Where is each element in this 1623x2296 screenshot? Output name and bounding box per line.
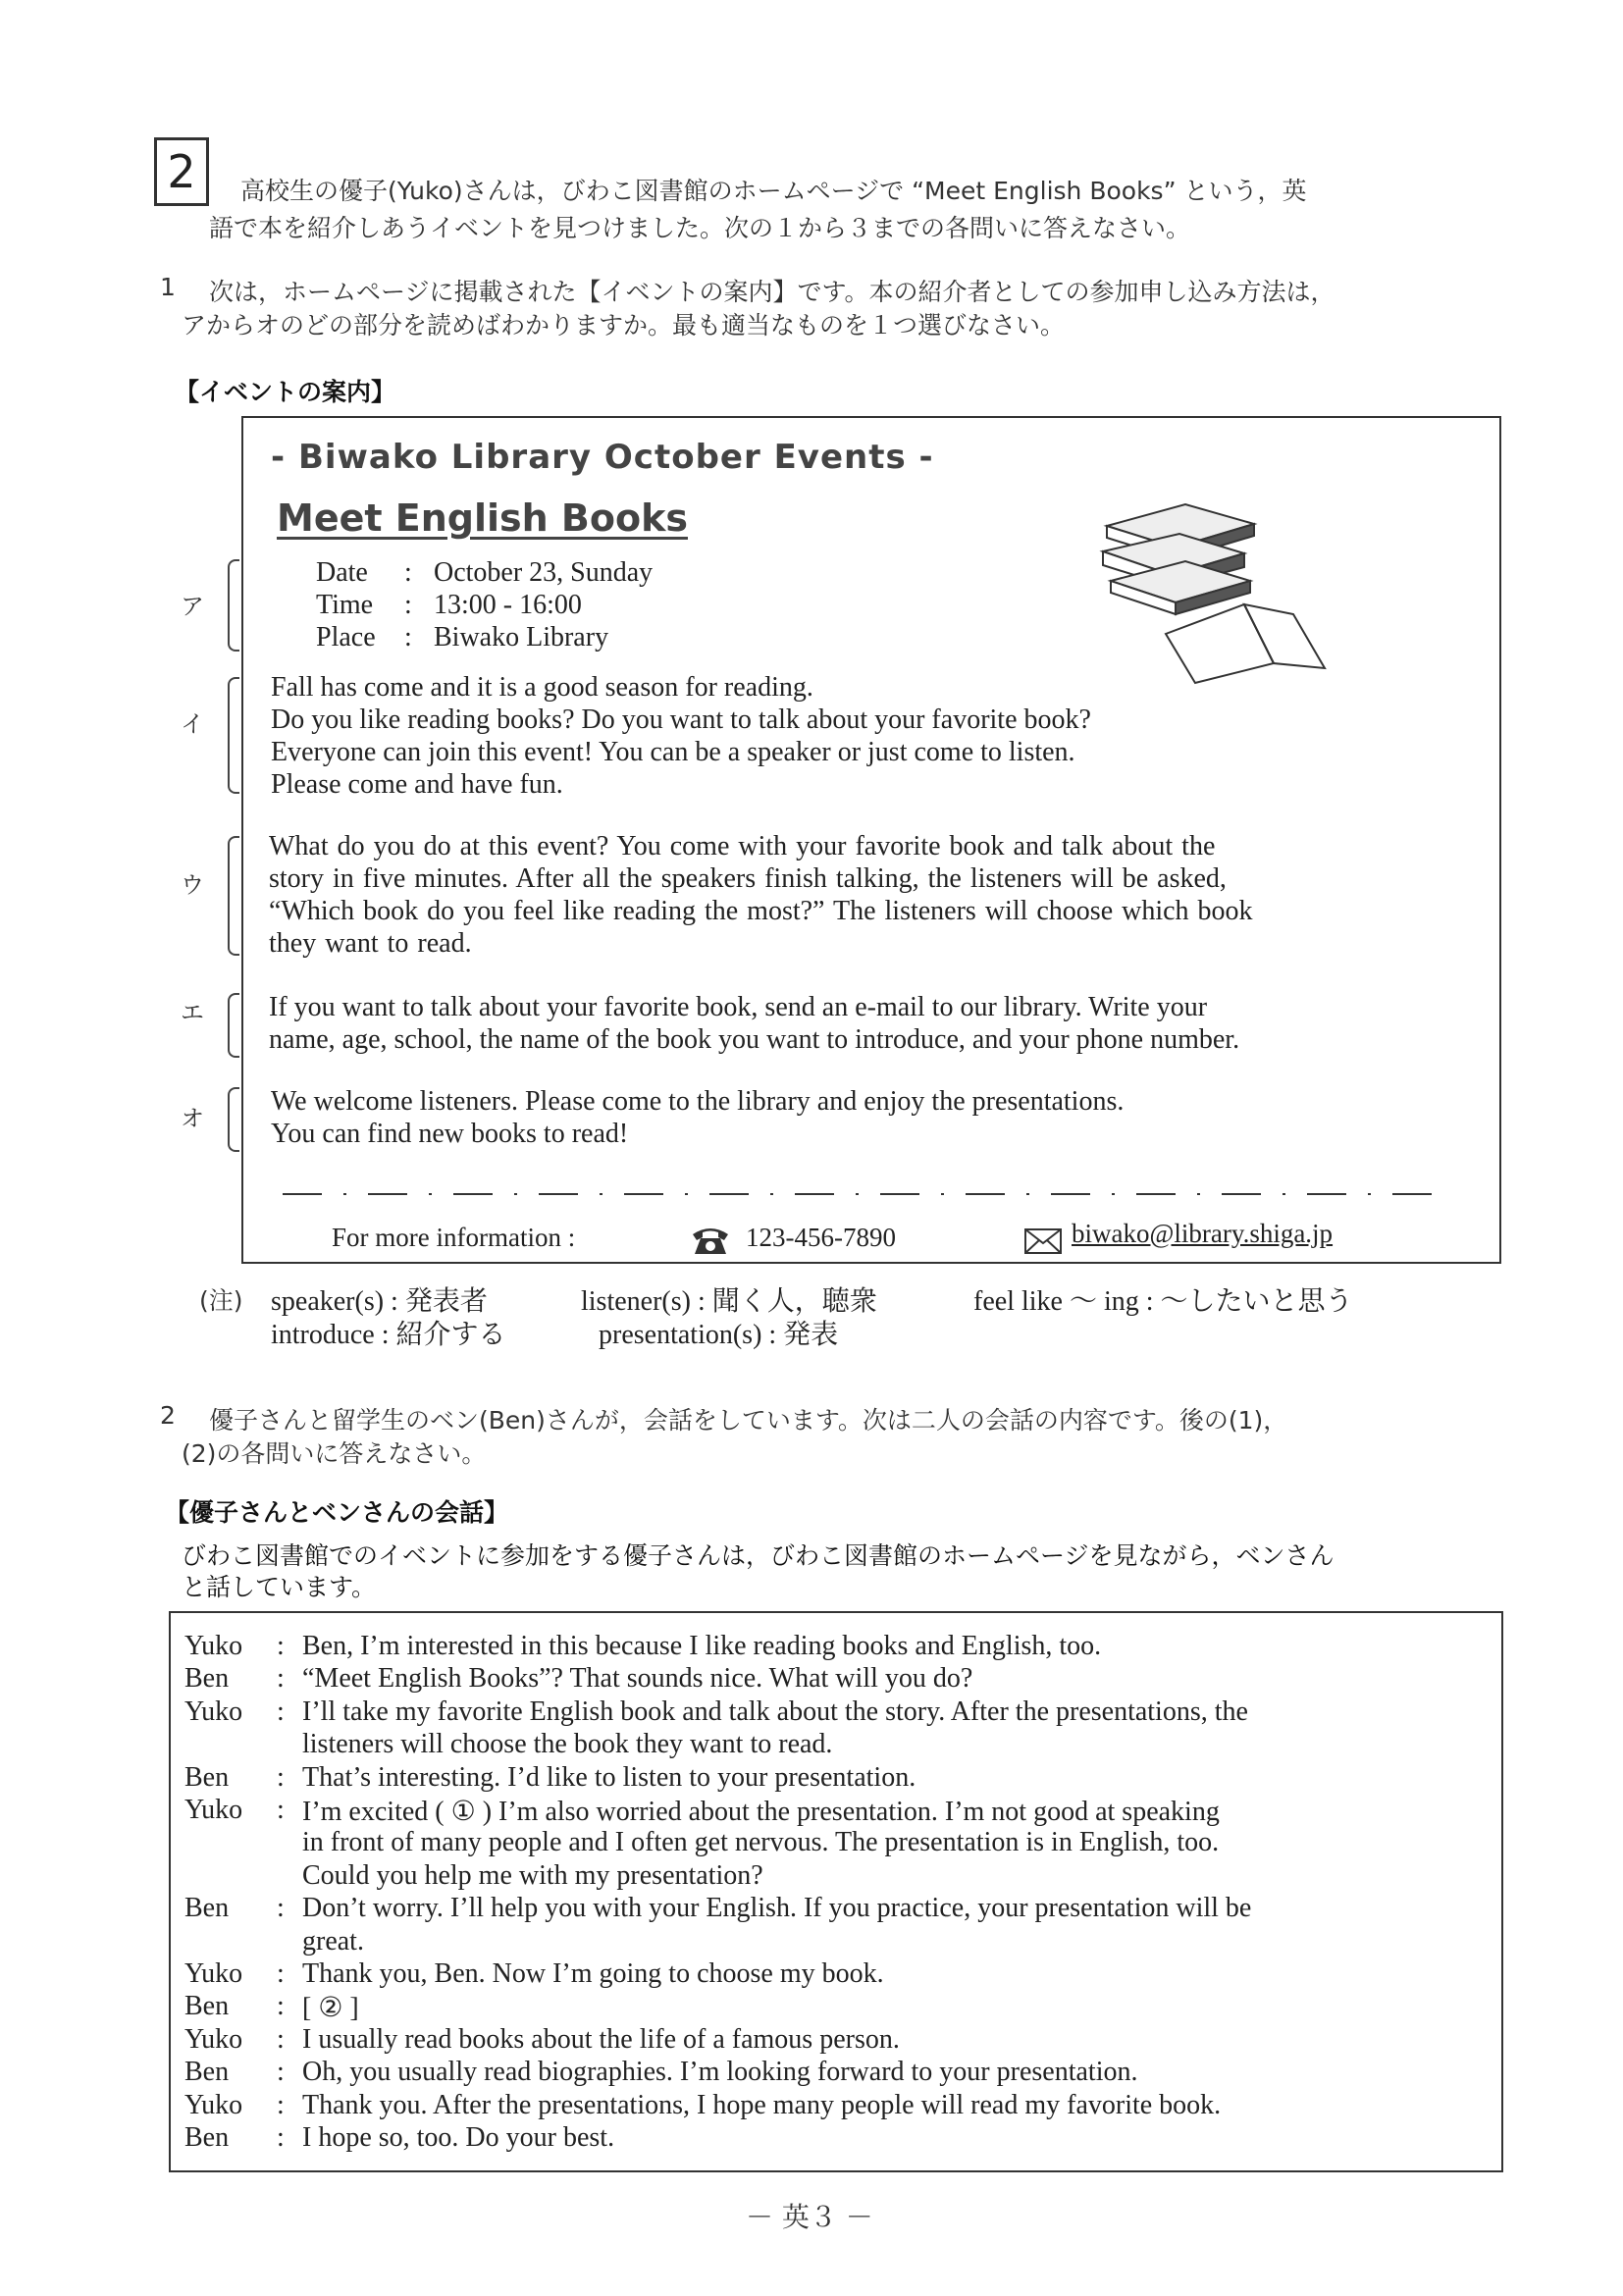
conversation-section-label: 【優子さんとベンさんの会話】 [165,1498,509,1527]
dialog-text: in front of many people and I often get nervous. The presentation is in English, too. [302,1827,1220,1858]
q1-line-1: 次は，ホームページに掲載された【イベントの案内】です。本の紹介者としての参加申し込み方法は， [209,278,1335,306]
q2-line-2: (2)の各問いに答えなさい。 [182,1439,487,1468]
marker-o: オ [181,1105,204,1132]
dash-dot-divider [283,1188,1450,1200]
dialog-line [184,1991,1480,2023]
detail-colon: : [404,590,412,620]
dialog-text: [ ② ] [302,1993,359,2024]
dialog-text: I’m excited ( ① ) I’m also worried about the presentation. I’m not good at speaking [302,1797,1220,1827]
dialog-colon: : [277,2122,285,2153]
dialog-text: great. [302,1925,364,1957]
dialog-speaker: Ben [184,1991,230,2022]
dialog-line [184,1696,1480,1729]
q1-number: 1 [160,273,176,301]
event-title: Meet English Books [277,496,688,540]
detail-value-date: October 23, Sunday [434,557,654,588]
dialog-colon: : [277,1893,285,1924]
brace-a [228,559,239,652]
dialog-speaker: Yuko [184,2023,243,2055]
dialog-speaker: Yuko [184,1631,243,1661]
text-line: they want to read. [269,928,472,959]
conversation-box [169,1611,1503,2172]
text-line: Please come and have fun. [271,769,563,800]
text-line: Everyone can join this event! You can be a speaker or just come to listen. [271,737,1075,767]
section-e-text [269,991,1239,1056]
dialog-speaker: Yuko [184,2089,243,2120]
dialog-line [184,1860,1480,1893]
conversation-instruction-2: と話しています。 [182,1573,377,1601]
q1-line-2: アからオのどの部分を読めばわかりますか。最も適当なものを１つ選びなさい。 [182,311,1066,339]
dialog-text: I hope so, too. Do your best. [302,2122,615,2153]
dialog-speaker: Yuko [184,1795,243,1825]
contact-phone: 123-456-7890 [746,1223,896,1252]
dialog-colon: : [277,2089,285,2120]
dialog-text: Oh, you usually read biographies. I’m looking forward to your presentation. [302,2057,1138,2088]
dialog-speaker: Ben [184,1761,230,1793]
dialog-line [184,2057,1480,2089]
dialog-colon: : [277,1663,285,1695]
notes-prefix: (注) [199,1286,243,1315]
dialog-colon: : [277,2057,285,2088]
dialog-text: I usually read books about the life of a famous person. [302,2023,900,2055]
text-line: “Which book do you feel like reading the most?” The listeners will choose which book [269,896,1253,926]
contact-email-link[interactable]: biwako@library.shiga.jp [1072,1219,1334,1248]
dialog-line [184,1795,1480,1827]
event-notice-box [241,416,1501,1264]
dialog-text: Thank you, Ben. Now I’m going to choose my book. [302,1958,884,1989]
dialog-line [184,1729,1480,1761]
dialog-text: listeners will choose the book they want to read. [302,1729,833,1760]
section-u-text [269,830,1253,960]
dialog-text: I’ll take my favorite English book and talk about the story. After the presentations, the [302,1696,1248,1727]
dialog-colon: : [277,1696,285,1727]
note: speaker(s) : 発表者 [271,1286,488,1317]
dialog-colon: : [277,1795,285,1825]
note: listener(s) : 聞く人，聴衆 [581,1286,877,1317]
detail-colon: : [404,622,412,652]
dialog-line [184,2122,1480,2155]
dialog-text: Ben, I’m interested in this because I like reading books and English, too. [302,1631,1102,1661]
marker-a: ア [181,593,204,620]
dialog-line [184,2090,1480,2122]
detail-label-date: Date [316,557,368,588]
dialog-line [184,2024,1480,2057]
text-line: We welcome listeners. Please come to the library and enjoy the presentations. [271,1086,1125,1117]
dialog-line [184,1663,1480,1696]
dialog-line [184,1631,1480,1663]
dialog-text: Could you help me with my presentation? [302,1859,763,1891]
dialog-text: Thank you. After the presentations, I hope many people will read my favorite book. [302,2089,1222,2120]
brace-o [228,1087,239,1152]
text-line: Do you like reading books? Do you want to talk about your favorite book? [271,704,1091,735]
note: presentation(s) : 発表 [599,1320,839,1350]
dialog-line [184,1893,1480,1925]
detail-colon: : [404,557,412,588]
dialog-speaker: Yuko [184,1958,243,1989]
note: feel like ～ ing : ～したいと思う [973,1286,1353,1317]
telephone-icon [691,1225,730,1256]
marker-e: エ [181,999,204,1026]
marker-u: ウ [181,871,204,899]
dialog-speaker: Ben [184,2057,230,2088]
q2-line-1: 優子さんと留学生のベン(Ben)さんが，会話をしています。次は二人の会話の内容です。後の(1)， [209,1406,1288,1435]
dialog-colon: : [277,2023,285,2055]
dialog-speaker: Ben [184,2122,230,2153]
dialog-speaker: Ben [184,1893,230,1924]
detail-value-time: 13:00 - 16:00 [434,590,582,620]
text-line: What do you do at this event? You come with your favorite book and talk about the [269,831,1216,861]
note: introduce : 紹介する [271,1320,506,1350]
intro-line-1: 高校生の優子(Yuko)さんは，びわこ図書館のホームページで “Meet English Books” という，英 [240,177,1307,205]
dialog-colon: : [277,1958,285,1989]
mail-icon [1024,1228,1062,1254]
dialog-colon: : [277,1991,285,2022]
detail-label-time: Time [316,590,374,620]
conversation-instruction-1: びわこ図書館でのイベントに参加をする優子さんは，びわこ図書館のホームページを見ながら，ベンさん [182,1541,1335,1570]
contact-label: For more information : [332,1223,576,1252]
intro-line-2: 語で本を紹介しあうイベントを見つけました。次の１から３までの各問いに答えなさい。 [209,214,1191,242]
q2-number: 2 [160,1401,176,1430]
text-line: name, age, school, the name of the book you want to introduce, and your phone number. [269,1024,1240,1055]
event-header: - Biwako Library October Events - [271,438,934,477]
dialog-text: “Meet English Books”? That sounds nice. What will you do? [302,1663,973,1695]
brace-u [228,836,239,956]
dialog-colon: : [277,1761,285,1793]
dialog-line [184,1827,1480,1859]
dialog-line [184,1926,1480,1958]
dialog-speaker: Ben [184,1663,230,1695]
brace-i [228,677,239,794]
section-i-text [271,671,1091,801]
dialog-line [184,1762,1480,1795]
section-o-text [271,1085,1124,1150]
text-line: story in five minutes. After all the speakers finish talking, the listeners will be asked, [269,863,1227,894]
dialog-text: Don’t worry. I’ll help you with your English. If you practice, your presentation will be [302,1893,1252,1924]
dialog-text: That’s interesting. I’d like to listen to your presentation. [302,1761,916,1793]
detail-value-place: Biwako Library [434,622,609,652]
dialog-colon: : [277,1631,285,1661]
text-line: You can find new books to read! [271,1119,629,1149]
text-line: If you want to talk about your favorite book, send an e-mail to our library. Write your [269,992,1208,1022]
brace-e [228,993,239,1058]
dialog-speaker: Yuko [184,1696,243,1727]
event-section-label: 【イベントの案内】 [175,378,396,406]
text-line: Fall has come and it is a good season for reading. [271,672,813,703]
question-number-box: 2 [154,137,209,206]
dialog-line [184,1958,1480,1991]
marker-i: イ [181,710,204,738]
page-footer: － 英３ － [746,2201,873,2233]
books-illustration-icon [1097,496,1342,693]
detail-label-place: Place [316,622,376,652]
